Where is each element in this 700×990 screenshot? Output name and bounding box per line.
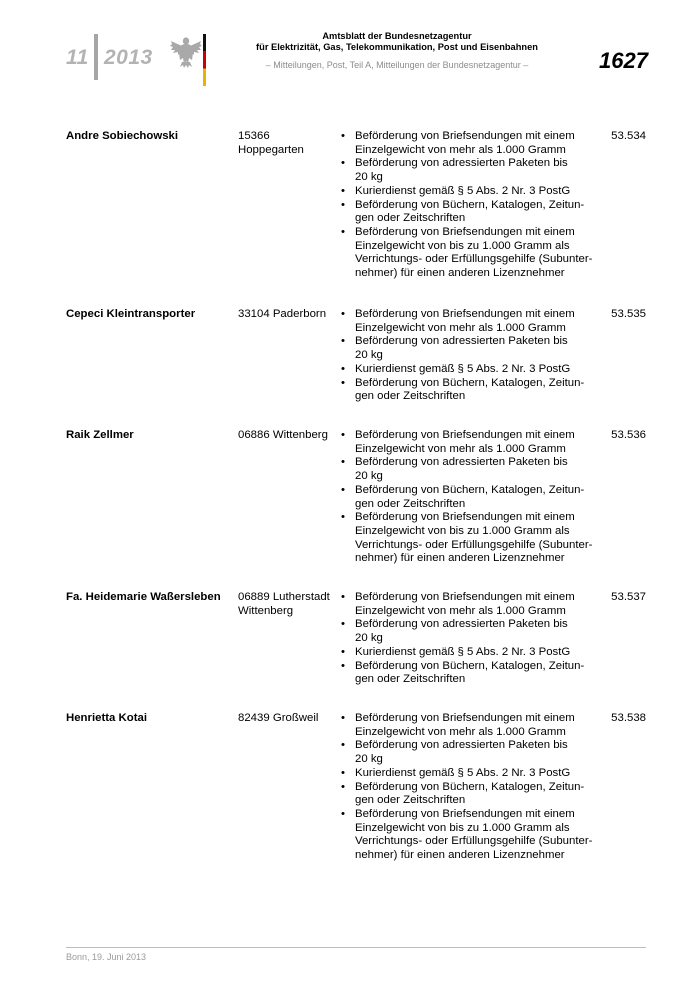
service-text-line: nehmer) für einen anderen Lizenznehmer (355, 267, 565, 280)
footer-date: Bonn, 19. Juni 2013 (66, 952, 147, 962)
flag-bar (203, 34, 206, 86)
federal-eagle-icon (170, 34, 202, 68)
service-item (338, 712, 606, 739)
service-text-line: • Kurierdienst gemäß § 5 Abs. 2 Nr. 3 PostG (355, 184, 571, 197)
service-list (338, 712, 606, 863)
service-text-line: • Beförderung von adressierten Paketen bis (355, 157, 568, 170)
service-text-line: • Beförderung von Büchern, Katalogen, Zeitun- (355, 483, 585, 496)
publication-title-line2: für Elektrizität, Gas, Telekommunikation, Post und Eisenbahnen (256, 42, 538, 52)
licensee-location (238, 712, 338, 726)
service-text-line: Einzelgewicht von mehr als 1.000 Gramm (355, 321, 566, 334)
service-text-line: • Beförderung von Büchern, Katalogen, Zeitun- (355, 376, 585, 389)
service-text-line: • Kurierdienst gemäß § 5 Abs. 2 Nr. 3 PostG (355, 766, 571, 779)
service-text-line: • Kurierdienst gemäß § 5 Abs. 2 Nr. 3 PostG (355, 645, 571, 658)
service-item (338, 660, 606, 687)
service-item (338, 185, 606, 199)
service-text-line: • Beförderung von Briefsendungen mit einem (355, 130, 575, 142)
service-text-line: • Beförderung von Briefsendungen mit einem (355, 807, 575, 820)
service-list (338, 429, 606, 566)
location-line: 33104 Paderborn (238, 308, 327, 320)
service-text-line: • Beförderung von Briefsendungen mit einem (355, 429, 575, 441)
service-item (338, 130, 606, 157)
service-text-line: • Beförderung von Büchern, Katalogen, Zeitun- (355, 198, 585, 211)
service-text-line: • Beförderung von Briefsendungen mit einem (355, 591, 575, 603)
publication-title-line1: Amtsblatt der Bundesnetzagentur (322, 31, 472, 41)
service-item (338, 429, 606, 456)
licensee-location (238, 429, 338, 443)
service-text-line: • Beförderung von Büchern, Katalogen, Zeitun- (355, 659, 585, 672)
licensee-name: Andre Sobiechowski (66, 130, 179, 142)
issue-year: 2013 (104, 46, 153, 69)
service-text-line: • Beförderung von Büchern, Katalogen, Zeitun- (355, 780, 585, 793)
publication-title (232, 31, 562, 53)
service-text-line: Verrichtungs- oder Erfüllungsgehilfe (Subunter- (355, 538, 593, 551)
publication-subtitle: – Mitteilungen, Post, Teil A, Mitteilungen der Bundesnetzagentur – (265, 60, 529, 70)
location-line: Hoppegarten (238, 143, 304, 156)
service-text-line: • Beförderung von adressierten Paketen bis (355, 335, 568, 348)
service-list (338, 130, 606, 281)
service-item (338, 456, 606, 483)
location-line: 06886 Wittenberg (238, 429, 328, 441)
service-text-line: 20 kg (355, 349, 383, 362)
licensee-location (238, 130, 338, 157)
license-number: 53.537 (611, 591, 646, 603)
service-text-line: nehmer) für einen anderen Lizenznehmer (355, 552, 565, 565)
service-text-line: Einzelgewicht von bis zu 1.000 Gramm als (355, 239, 570, 252)
service-text-line: 20 kg (355, 470, 383, 483)
page-number: 1627 (599, 48, 648, 73)
license-number: 53.535 (611, 308, 646, 320)
service-text-line: Verrichtungs- oder Erfüllungsgehilfe (Subunter- (355, 253, 593, 266)
location-line: 06889 Lutherstadt (238, 591, 330, 603)
service-text-line: • Beförderung von Briefsendungen mit einem (355, 511, 575, 524)
licensee-location (238, 308, 338, 322)
service-text-line: • Beförderung von Briefsendungen mit einem (355, 225, 575, 238)
service-item (338, 199, 606, 226)
licensee-name: Cepeci Kleintransporter (66, 308, 196, 320)
service-text-line: Einzelgewicht von mehr als 1.000 Gramm (355, 143, 566, 156)
service-item (338, 767, 606, 781)
service-item (338, 618, 606, 645)
license-number: 53.536 (611, 429, 646, 441)
service-text-line: gen oder Zeitschriften (355, 212, 466, 225)
service-text-line: gen oder Zeitschriften (355, 673, 466, 686)
service-list (338, 591, 606, 687)
service-text-line: • Beförderung von adressierten Paketen bis (355, 618, 568, 631)
service-text-line: Einzelgewicht von bis zu 1.000 Gramm als (355, 524, 570, 537)
service-item (338, 484, 606, 511)
service-list (338, 308, 606, 404)
licensee-name: Fa. Heidemarie Waßersleben (66, 591, 221, 603)
location-line: Wittenberg (238, 604, 294, 617)
issue-number: 11 (66, 46, 89, 69)
service-text-line: gen oder Zeitschriften (355, 390, 466, 403)
service-text-line: • Kurierdienst gemäß § 5 Abs. 2 Nr. 3 PostG (355, 362, 571, 375)
service-text-line: Einzelgewicht von mehr als 1.000 Gramm (355, 725, 566, 738)
service-item (338, 808, 606, 863)
service-item (338, 739, 606, 766)
licensee-name: Raik Zellmer (66, 429, 134, 441)
license-number: 53.538 (611, 712, 646, 724)
service-item (338, 781, 606, 808)
service-item (338, 363, 606, 377)
header-divider (94, 34, 98, 80)
service-text-line: Einzelgewicht von mehr als 1.000 Gramm (355, 442, 566, 455)
service-item (338, 646, 606, 660)
service-item (338, 308, 606, 335)
service-text-line: Einzelgewicht von mehr als 1.000 Gramm (355, 604, 566, 617)
service-text-line: • Beförderung von adressierten Paketen bis (355, 739, 568, 752)
service-item (338, 377, 606, 404)
service-text-line: • Beförderung von Briefsendungen mit einem (355, 308, 575, 320)
license-number: 53.534 (611, 130, 646, 142)
service-text-line: 20 kg (355, 753, 383, 766)
service-text-line: Verrichtungs- oder Erfüllungsgehilfe (Subunter- (355, 835, 593, 848)
service-item (338, 591, 606, 618)
service-text-line: nehmer) für einen anderen Lizenznehmer (355, 849, 565, 862)
service-text-line: • Beförderung von adressierten Paketen bis (355, 456, 568, 469)
service-text-line: 20 kg (355, 171, 383, 184)
service-item (338, 157, 606, 184)
service-text-line: Einzelgewicht von bis zu 1.000 Gramm als (355, 821, 570, 834)
licensee-name: Henrietta Kotai (66, 712, 148, 724)
service-text-line: • Beförderung von Briefsendungen mit einem (355, 712, 575, 724)
location-line: 15366 (238, 130, 270, 142)
licensee-location (238, 591, 338, 618)
service-text-line: 20 kg (355, 632, 383, 645)
service-text-line: gen oder Zeitschriften (355, 794, 466, 807)
service-item (338, 511, 606, 566)
service-item (338, 226, 606, 281)
service-item (338, 335, 606, 362)
location-line: 82439 Großweil (238, 712, 319, 724)
footer-divider (66, 947, 646, 948)
service-text-line: gen oder Zeitschriften (355, 497, 466, 510)
